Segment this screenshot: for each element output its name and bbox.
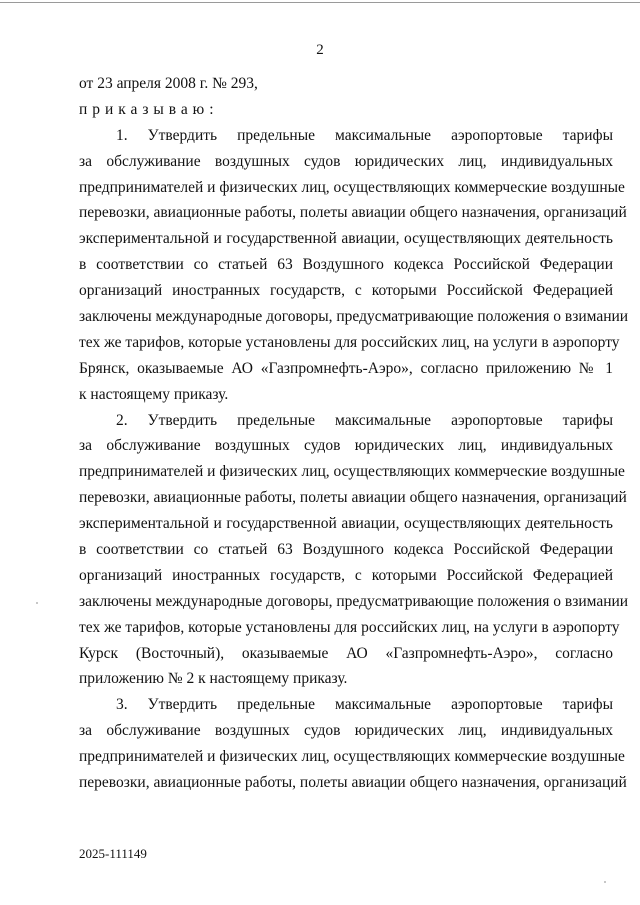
text-line: в соответствии со статьей 63 Воздушного кодекса Российской Федерации [79,256,613,274]
text-line: 2. Утвердить предельные максимальные аэропортовые тарифы [116,411,613,429]
text-line: экспериментальной и государственной авиации, осуществляющих деятельность [79,515,613,533]
page-number: 2 [316,42,324,58]
text-line: перевозки, авиационные работы, полеты авиации общего назначения, организаций [79,489,627,507]
text-line: за обслуживание воздушных судов юридических лиц, индивидуальных [79,152,613,170]
scan-speck [604,881,606,883]
text-line: Брянск, оказываемые АО «Газпромнефть-Аэро», согласно приложению № 1 [79,359,613,377]
text-line: 3. Утвердить предельные максимальные аэропортовые тарифы [116,696,613,714]
text-line: экспериментальной и государственной авиации, осуществляющих деятельность [79,230,613,248]
order-text [79,71,629,796]
text-line: Курск (Восточный), оказываемые АО «Газпромнефть-Аэро», согласно [79,644,613,662]
scan-edge-line [0,2,640,3]
text-line: к настоящему приказу. [79,385,229,403]
text-line: организаций иностранных государств, с которыми Российской Федерацией [79,282,613,300]
text-line: тех же тарифов, которые установлены для российских лиц, на услуги в аэропорту [79,333,620,351]
text-line: организаций иностранных государств, с которыми Российской Федерацией [79,566,613,584]
text-line: предпринимателей и физических лиц, осуществляющих коммерческие воздушные [79,748,625,766]
text-line: предпринимателей и физических лиц, осуществляющих коммерческие воздушные [79,463,625,481]
text-line: заключены международные договоры, предусматривающие положения о взимании [79,592,629,610]
text-line: приказываю: [79,100,219,118]
text-line: в соответствии со статьей 63 Воздушного кодекса Российской Федерации [79,541,613,559]
text-line: перевозки, авиационные работы, полеты авиации общего назначения, организаций [79,774,627,792]
text-line: тех же тарифов, которые установлены для российских лиц, на услуги в аэропорту [79,618,620,636]
text-line: заключены международные договоры, предусматривающие положения о взимании [79,308,629,326]
text-line: за обслуживание воздушных судов юридических лиц, индивидуальных [79,437,613,455]
text-line: приложению № 2 к настоящему приказу. [79,670,348,688]
text-line: 1. Утвердить предельные максимальные аэропортовые тарифы [116,126,613,144]
document-code: 2025-111149 [79,846,147,861]
text-line: перевозки, авиационные работы, полеты авиации общего назначения, организаций [79,204,627,222]
text-line: за обслуживание воздушных судов юридических лиц, индивидуальных [79,722,613,740]
scan-speck [36,602,38,604]
text-line: предпринимателей и физических лиц, осуществляющих коммерческие воздушные [79,178,625,196]
text-line: от 23 апреля 2008 г. № 293, [79,75,258,92]
